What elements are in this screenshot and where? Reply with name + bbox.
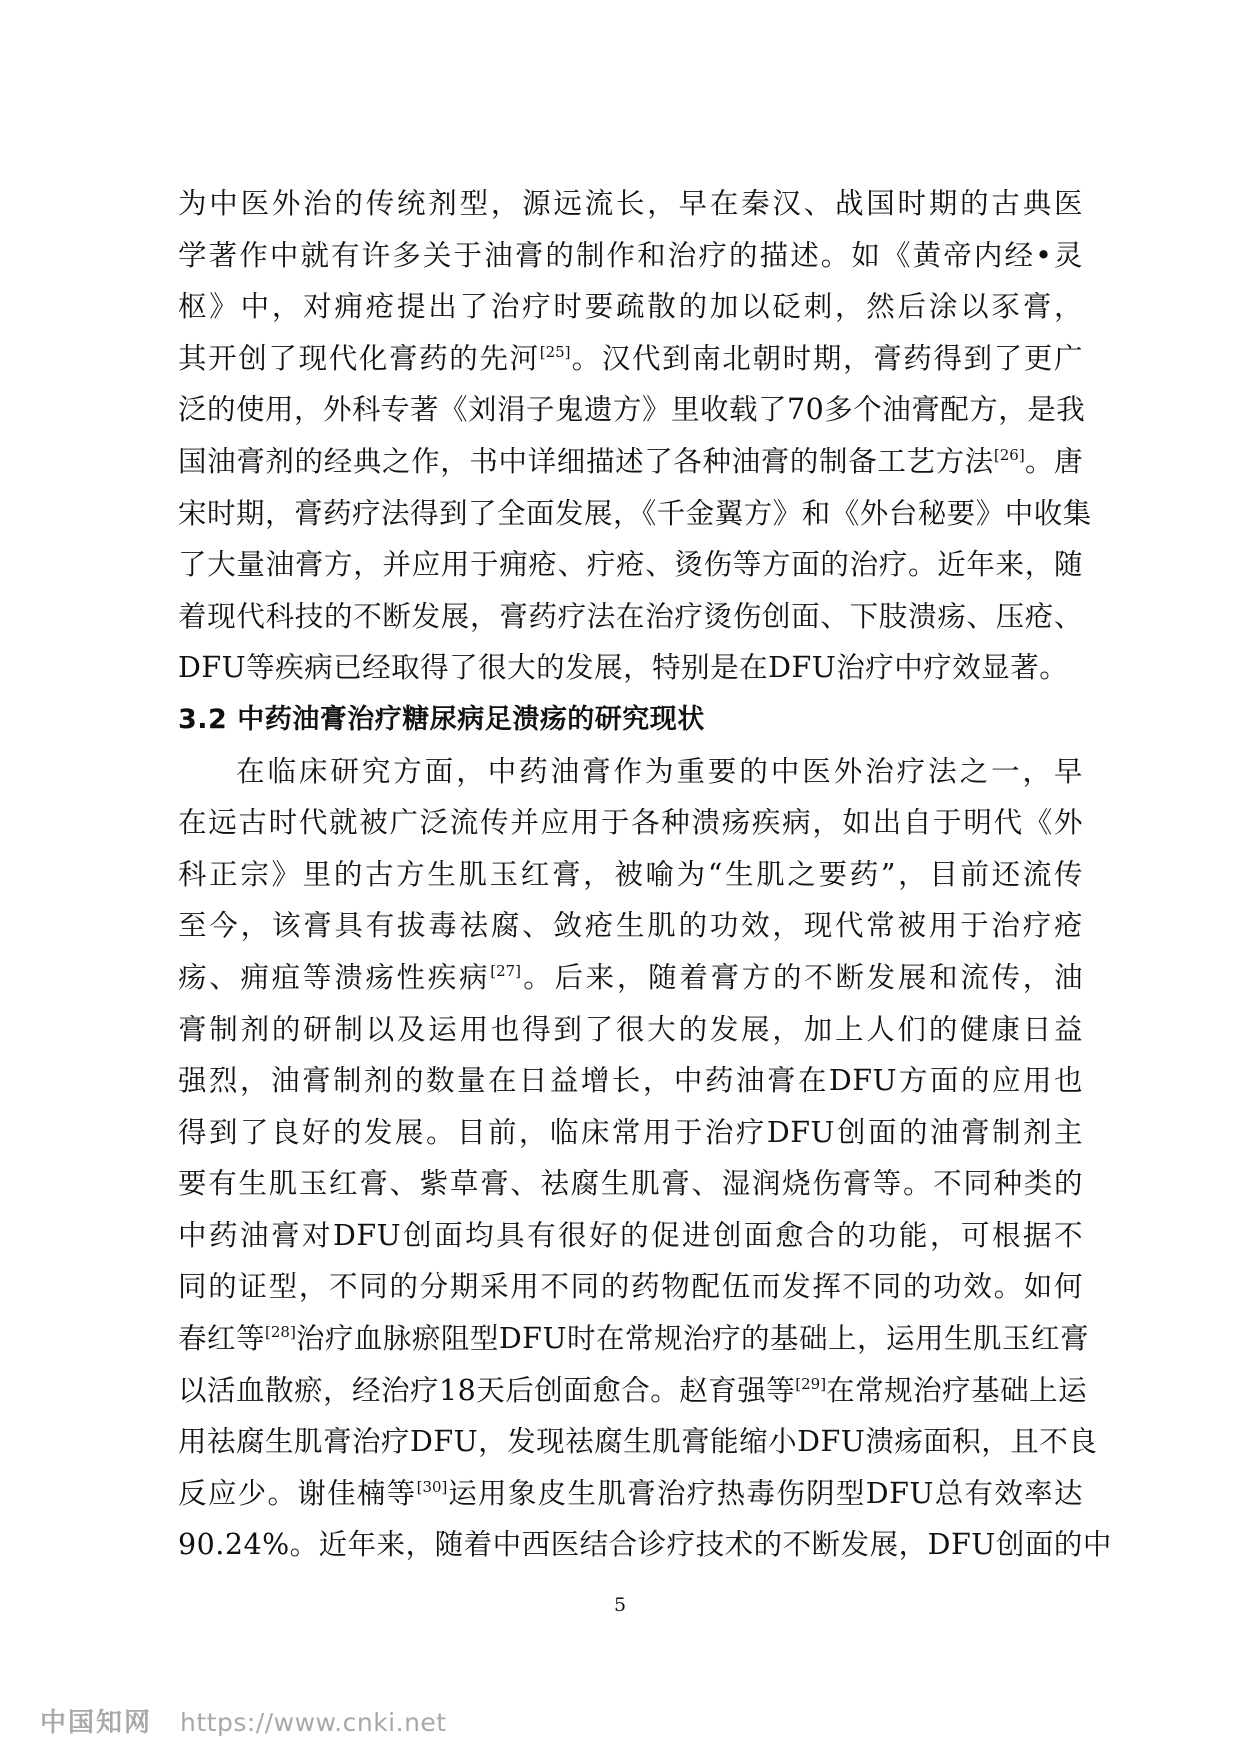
text-line: 至今，该膏具有拔毒祛腐、敛疮生肌的功效，现代常被用于治疗疮	[178, 909, 1083, 943]
text-line: DFU等疾病已经取得了很大的发展，特别是在DFU治疗中疗效显著。	[178, 651, 1069, 685]
citation-ref: [29]	[795, 1374, 827, 1393]
section-heading: 3.2 中药油膏治疗糖尿病足溃疡的研究现状	[178, 703, 705, 735]
text-line: 以活血散瘀，经治疗18天后创面愈合。赵育强等[29]在常规治疗基础上运	[178, 1373, 1088, 1407]
text-line: 着现代科技的不断发展，膏药疗法在治疗烫伤创面、下肢溃疡、压疮、	[178, 599, 1083, 633]
cnki-url: https://www.cnki.net	[180, 1708, 447, 1737]
text-line: 疡、痈疽等溃疡性疾病[27]。后来，随着膏方的不断发展和流传，油	[178, 960, 1083, 994]
text-line: 了大量油膏方，并应用于痈疮、疔疮、烫伤等方面的治疗。近年来，随	[178, 548, 1083, 582]
text-line: 同的证型，不同的分期采用不同的药物配伍而发挥不同的功效。如何	[178, 1270, 1083, 1304]
cnki-logo-text: 中国知网	[40, 1708, 153, 1738]
page-number: 5	[613, 1594, 627, 1616]
text-line: 其开创了现代化膏药的先河[25]。汉代到南北朝时期，膏药得到了更广	[178, 341, 1083, 375]
citation-ref: [27]	[490, 961, 522, 980]
text-line: 宋时期，膏药疗法得到了全面发展，《千金翼方》和《外台秘要》中收集	[178, 496, 1092, 530]
text-line: 中药油膏对DFU创面均具有很好的促进创面愈合的功能，可根据不	[178, 1218, 1083, 1252]
cnki-watermark	[40, 1702, 447, 1739]
text-line: 用祛腐生肌膏治疗DFU，发现祛腐生肌膏能缩小DFU溃疡面积，且不良	[178, 1425, 1098, 1459]
body-text	[178, 178, 1112, 1571]
citation-ref: [26]	[993, 445, 1025, 464]
citation-ref: [25]	[539, 342, 571, 361]
text-line: 为中医外治的传统剂型，源远流长，早在秦汉、战国时期的古典医	[178, 187, 1083, 220]
text-line: 科正宗》里的古方生肌玉红膏，被喻为“生肌之要药”，目前还流传	[178, 857, 1083, 891]
text-line: 枢》中，对痈疮提出了治疗时要疏散的加以砭刺，然后涂以豕膏，	[178, 290, 1083, 324]
text-line: 要有生肌玉红膏、紫草膏、祛腐生肌膏、湿润烧伤膏等。不同种类的	[178, 1167, 1083, 1201]
text-line: 学著作中就有许多关于油膏的制作和治疗的描述。如《黄帝内经•灵	[178, 238, 1083, 272]
citation-ref: [28]	[265, 1323, 296, 1342]
text-line: 90.24%。近年来，随着中西医结合诊疗技术的不断发展，DFU创面的中	[178, 1528, 1112, 1562]
text-line: 在临床研究方面，中药油膏作为重要的中医外治疗法之一，早	[236, 754, 1083, 788]
text-line: 国油膏剂的经典之作，书中详细描述了各种油膏的制备工艺方法[26]。唐	[178, 444, 1083, 478]
citation-ref: [30]	[416, 1477, 448, 1496]
text-line: 强烈，油膏制剂的数量在日益增长，中药油膏在DFU方面的应用也	[178, 1064, 1083, 1098]
text-line: 膏制剂的研制以及运用也得到了很大的发展，加上人们的健康日益	[178, 1012, 1083, 1046]
text-line: 得到了良好的发展。目前，临床常用于治疗DFU创面的油膏制剂主	[178, 1115, 1083, 1149]
text-line: 反应少。谢佳楠等[30]运用象皮生肌膏治疗热毒伤阴型DFU总有效率达	[178, 1476, 1083, 1510]
text-line: 春红等[28]治疗血脉瘀阻型DFU时在常规治疗的基础上，运用生肌玉红膏	[178, 1322, 1089, 1356]
text-line: 在远古时代就被广泛流传并应用于各种溃疡疾病，如出自于明代《外	[178, 806, 1083, 840]
text-line: 泛的使用，外科专著《刘涓子鬼遗方》里收载了70多个油膏配方，是我	[178, 393, 1086, 427]
